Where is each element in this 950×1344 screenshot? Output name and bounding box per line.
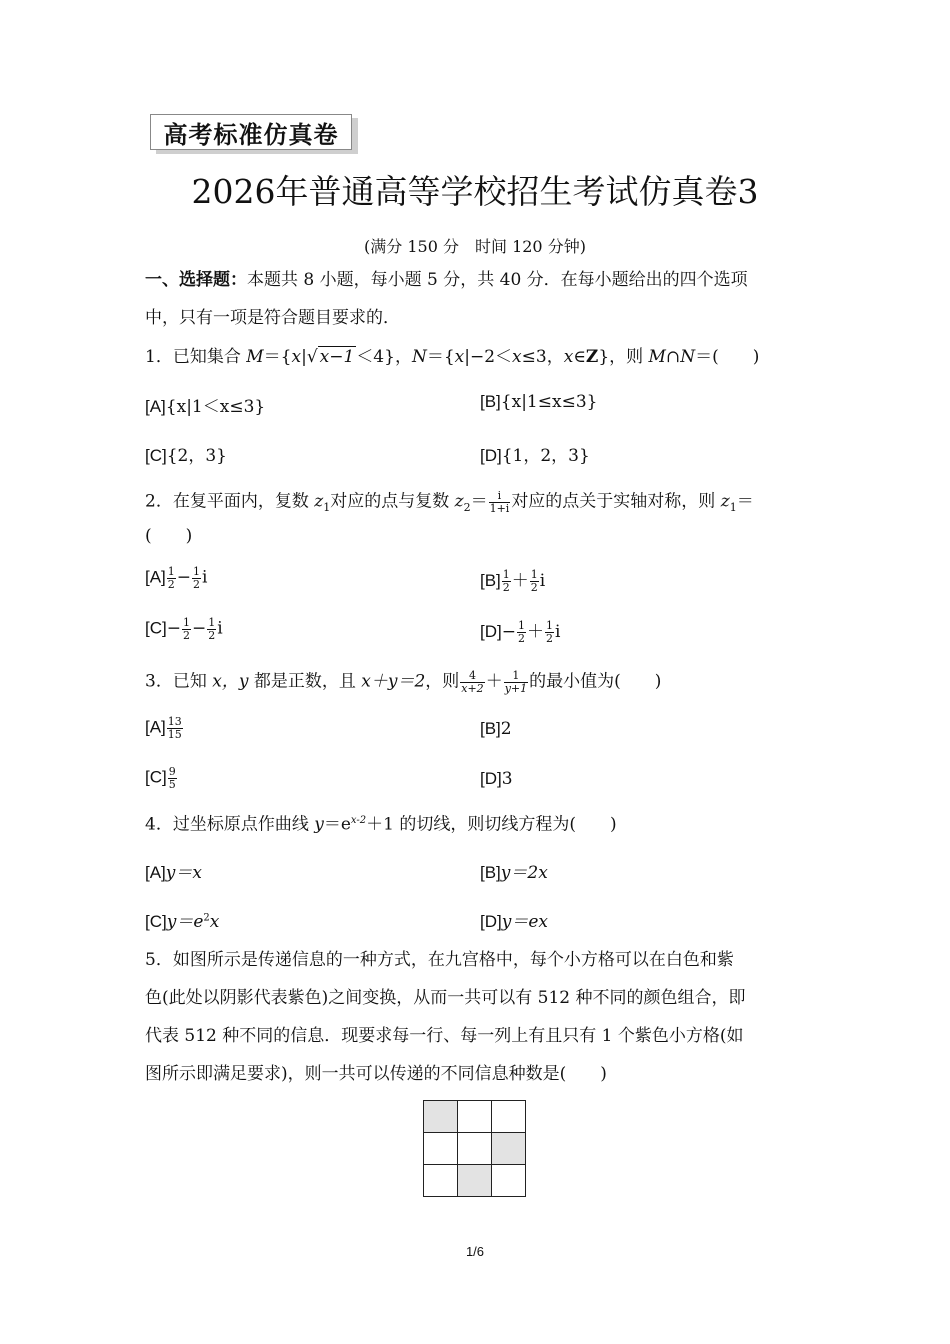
- grid-cell-2-2: [491, 1164, 526, 1197]
- q1-option-a[interactable]: [A]{x|1＜x≤3}: [145, 397, 266, 417]
- page-number: 1/6: [465, 1244, 485, 1259]
- grid-cell-0-0: [423, 1100, 458, 1133]
- section-intro-line1: 一、选择题：本题共 8 小题，每小题 5 分，共 40 分．在每小题给出的四个选项: [145, 270, 748, 290]
- question-4: 4．过坐标原点作曲线 $y=e^{x-2}+1$ 的切线，则切线方程为( ): [145, 814, 617, 835]
- q1-option-c[interactable]: [C]{2，3}: [145, 446, 227, 466]
- question-2-answer-blank: ( ): [145, 526, 193, 546]
- grid-cell-2-1: [457, 1164, 492, 1197]
- q4-option-c[interactable]: $[C]y=e^2x$: [145, 912, 220, 932]
- grid-cell-2-0: [423, 1164, 458, 1197]
- q2-option-d[interactable]: [D]− $\frac{1}{2}$ ＋ $\frac{1}{2}$ i: [480, 619, 561, 645]
- q4-option-a[interactable]: [A]y＝x: [145, 863, 202, 883]
- page-title: 2026年普通高等学校招生考试仿真卷3: [191, 172, 759, 211]
- question-2: 2．在复平面内，复数 $z_1$对应的点与复数 $z_2=$ $\frac{i}{1+i}$ 对应的点关于实轴对称，则 $z_1=$: [145, 489, 754, 515]
- q4-option-b[interactable]: [B]y＝2x: [480, 863, 548, 883]
- question-1: 1．已知集合 M＝{x|√ x−1 ＜4}，N＝{x|−2＜x≤3，x∈Z}，则 M∩N＝( ): [145, 347, 760, 367]
- q1-option-d[interactable]: [D]{1，2，3}: [480, 446, 590, 466]
- question-3: 3．已知 x，y 都是正数，且 x＋y＝2，则 $\frac{4}{x+2}$ ＋ $\frac{1}{y+1}$ 的最小值为( ): [145, 669, 662, 695]
- section-heading: 一、选择题：: [145, 270, 247, 290]
- q2-option-c[interactable]: [C]− $\frac{1}{2}$ − $\frac{1}{2}$ i: [145, 616, 223, 642]
- question-5-line3: 代表 512 种不同的信息．现要求每一行、每一列上有且只有 1 个紫色小方格(如: [145, 1026, 744, 1046]
- q4-option-d[interactable]: [D]y＝ex: [480, 912, 548, 932]
- q3-option-d[interactable]: [D]3: [480, 769, 513, 789]
- q1-option-b[interactable]: [B]{x|1≤x≤3}: [480, 392, 598, 412]
- grid-cell-0-2: [491, 1100, 526, 1133]
- exam-type-badge: 高考标准仿真卷: [150, 114, 352, 150]
- question-5-line4: 图所示即满足要求)，则一共可以传递的不同信息种数是( ): [145, 1064, 607, 1084]
- question-5-line2: 色(此处以阴影代表紫色)之间变换，从而一共可以有 512 种不同的颜色组合，即: [145, 988, 746, 1008]
- grid-cell-1-1: [457, 1132, 492, 1165]
- q2-option-a[interactable]: [A] $\frac{1}{2}$ − $\frac{1}{2}$ i: [145, 565, 208, 591]
- exam-info: (满分 150 分 时间 120 分钟): [364, 237, 586, 256]
- question-5-line1: 5．如图所示是传递信息的一种方式，在九宫格中，每个小方格可以在白色和紫: [145, 950, 734, 970]
- q3-option-c[interactable]: [C] $\frac{9}{5}$: [145, 765, 176, 791]
- q3-option-a[interactable]: [A] $\frac{13}{15}$: [145, 715, 182, 741]
- q2-option-b[interactable]: [B] $\frac{1}{2}$ ＋ $\frac{1}{2}$ i: [480, 568, 546, 594]
- grid-cell-0-1: [457, 1100, 492, 1133]
- grid-cell-1-2: [491, 1132, 526, 1165]
- q3-option-b[interactable]: [B]2: [480, 719, 512, 739]
- nine-square-grid: [423, 1100, 525, 1196]
- grid-cell-1-0: [423, 1132, 458, 1165]
- section-intro-line2: 中，只有一项是符合题目要求的．: [145, 308, 400, 328]
